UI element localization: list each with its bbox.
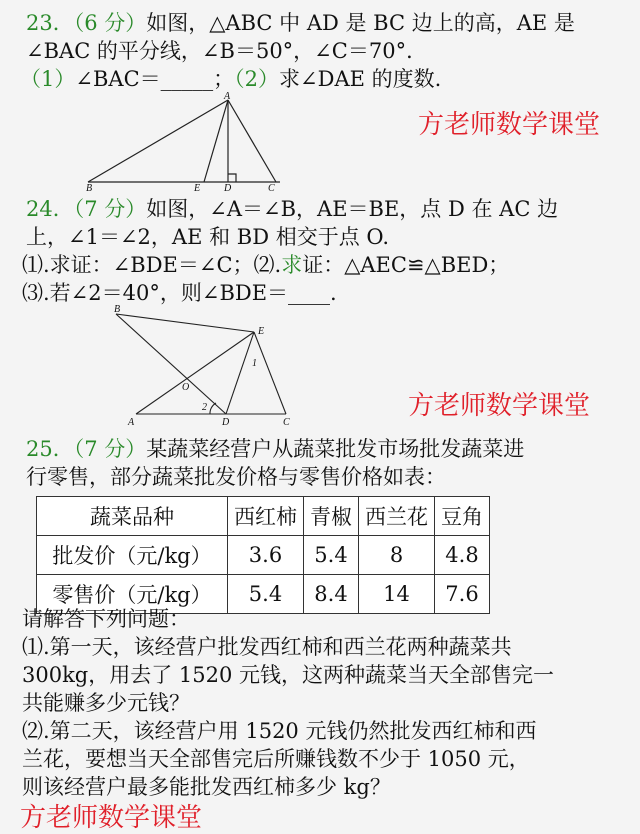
fig1-label-d: D	[224, 183, 232, 192]
q24-part2-text: 证：△AEC≌△BED；	[302, 253, 510, 277]
q25-p1-line1: ⑴.第一天，该经营户批发西红柿和西兰花两种蔬菜共	[22, 635, 512, 659]
table-cell: 5.4	[304, 536, 359, 575]
q25-p2-line2: 兰花，要想当天全部售完后所赚钱数不少于 1050 元，	[22, 747, 530, 771]
table-header-cell: 西兰花	[359, 497, 435, 536]
q24-line1	[26, 196, 558, 222]
fig2-label-2: 2	[202, 402, 207, 413]
q24-part1: ⑴.求证：∠BDE＝∠C；	[22, 253, 254, 277]
table-cell: 3.6	[228, 536, 304, 575]
q25-number: 25．（7 分）	[26, 437, 147, 461]
q23-part2-marker: （2）	[234, 67, 280, 91]
table-cell: 批发价（元/kg）	[37, 536, 228, 575]
fig2-label-o: O	[182, 382, 190, 393]
q23-part2-text: 求∠DAE 的度数.	[279, 67, 442, 91]
q23-text: 如图，△ABC 中 AD 是 BC 边上的高，AE 是	[146, 11, 575, 35]
table-cell: 5.4	[228, 575, 304, 614]
fig1-label-a: A	[224, 92, 231, 102]
table-header-cell: 蔬菜品种	[37, 497, 228, 536]
q25-text: 某蔬菜经营户从蔬菜批发市场批发蔬菜进	[146, 437, 525, 461]
q24-line2: 上，∠1＝∠2，AE 和 BD 相交于点 O.	[26, 225, 390, 249]
table-cell: 7.6	[435, 575, 490, 614]
q23-part1-text: ∠BAC＝_____；	[75, 67, 235, 91]
q23-line3	[20, 66, 441, 92]
brand-watermark-3: 方老师数学课堂	[20, 803, 203, 833]
q25-p2-line3: 则该经营户最多能批发西红柿多少 kg？	[22, 775, 391, 799]
q23-line2: ∠BAC 的平分线，∠B＝50°，∠C＝70°．	[26, 39, 428, 63]
q23-line1	[26, 10, 575, 36]
brand-watermark-1: 方老师数学课堂	[418, 110, 601, 140]
table-cell: 8.4	[304, 575, 359, 614]
q25-p2-line1: ⑵.第二天，该经营户用 1520 元钱仍然批发西红柿和西	[22, 719, 537, 743]
fig2-label-a: A	[128, 417, 135, 428]
q24-number: 24．（7 分）	[26, 197, 147, 221]
table-cell: 零售价（元/kg）	[37, 575, 228, 614]
table-header-row	[37, 497, 490, 536]
q23-part1-marker: （1）	[20, 67, 76, 91]
q24-text: 如图，∠A＝∠B，AE＝BE，点 D 在 AC 边	[146, 197, 559, 221]
brand-watermark-2: 方老师数学课堂	[408, 391, 591, 421]
q24-line3	[22, 252, 509, 278]
fig1-label-b: B	[86, 183, 93, 192]
table-cell: 14	[359, 575, 435, 614]
table-header-cell: 豆角	[435, 497, 490, 536]
fig2-label-c: C	[283, 417, 290, 428]
fig2-label-b: B	[114, 304, 121, 315]
q25-prompt: 请解答下列问题：	[22, 607, 190, 631]
q24-line4: ⑶.若∠2＝40°，则∠BDE＝____.	[22, 281, 337, 305]
table-cell: 8	[359, 536, 435, 575]
price-table	[36, 496, 490, 614]
table-header-cell: 西红柿	[228, 497, 304, 536]
q23-number: 23．（6 分）	[26, 11, 147, 35]
table-cell: 4.8	[435, 536, 490, 575]
fig1-label-e: E	[194, 183, 201, 192]
q25-p1-line3: 共能赚多少元钱？	[22, 691, 190, 715]
fig2-label-1: 1	[252, 358, 257, 369]
table-row	[37, 536, 490, 575]
q25-line1	[26, 436, 524, 462]
q24-part2-green: 求	[281, 253, 303, 277]
q24-part2-marker: ⑵.	[253, 253, 282, 277]
triangle-figure-1	[80, 92, 290, 192]
table-header-cell: 青椒	[304, 497, 359, 536]
fig2-label-d: D	[222, 417, 230, 428]
q25-p1-line2: 300kg，用去了 1520 元钱，这两种蔬菜当天全部售完一	[22, 663, 555, 687]
fig2-label-e: E	[258, 326, 265, 337]
q25-line2: 行零售，部分蔬菜批发价格与零售价格如表：	[26, 465, 446, 489]
triangle-figure-2	[110, 304, 310, 428]
fig1-label-c: C	[268, 183, 275, 192]
